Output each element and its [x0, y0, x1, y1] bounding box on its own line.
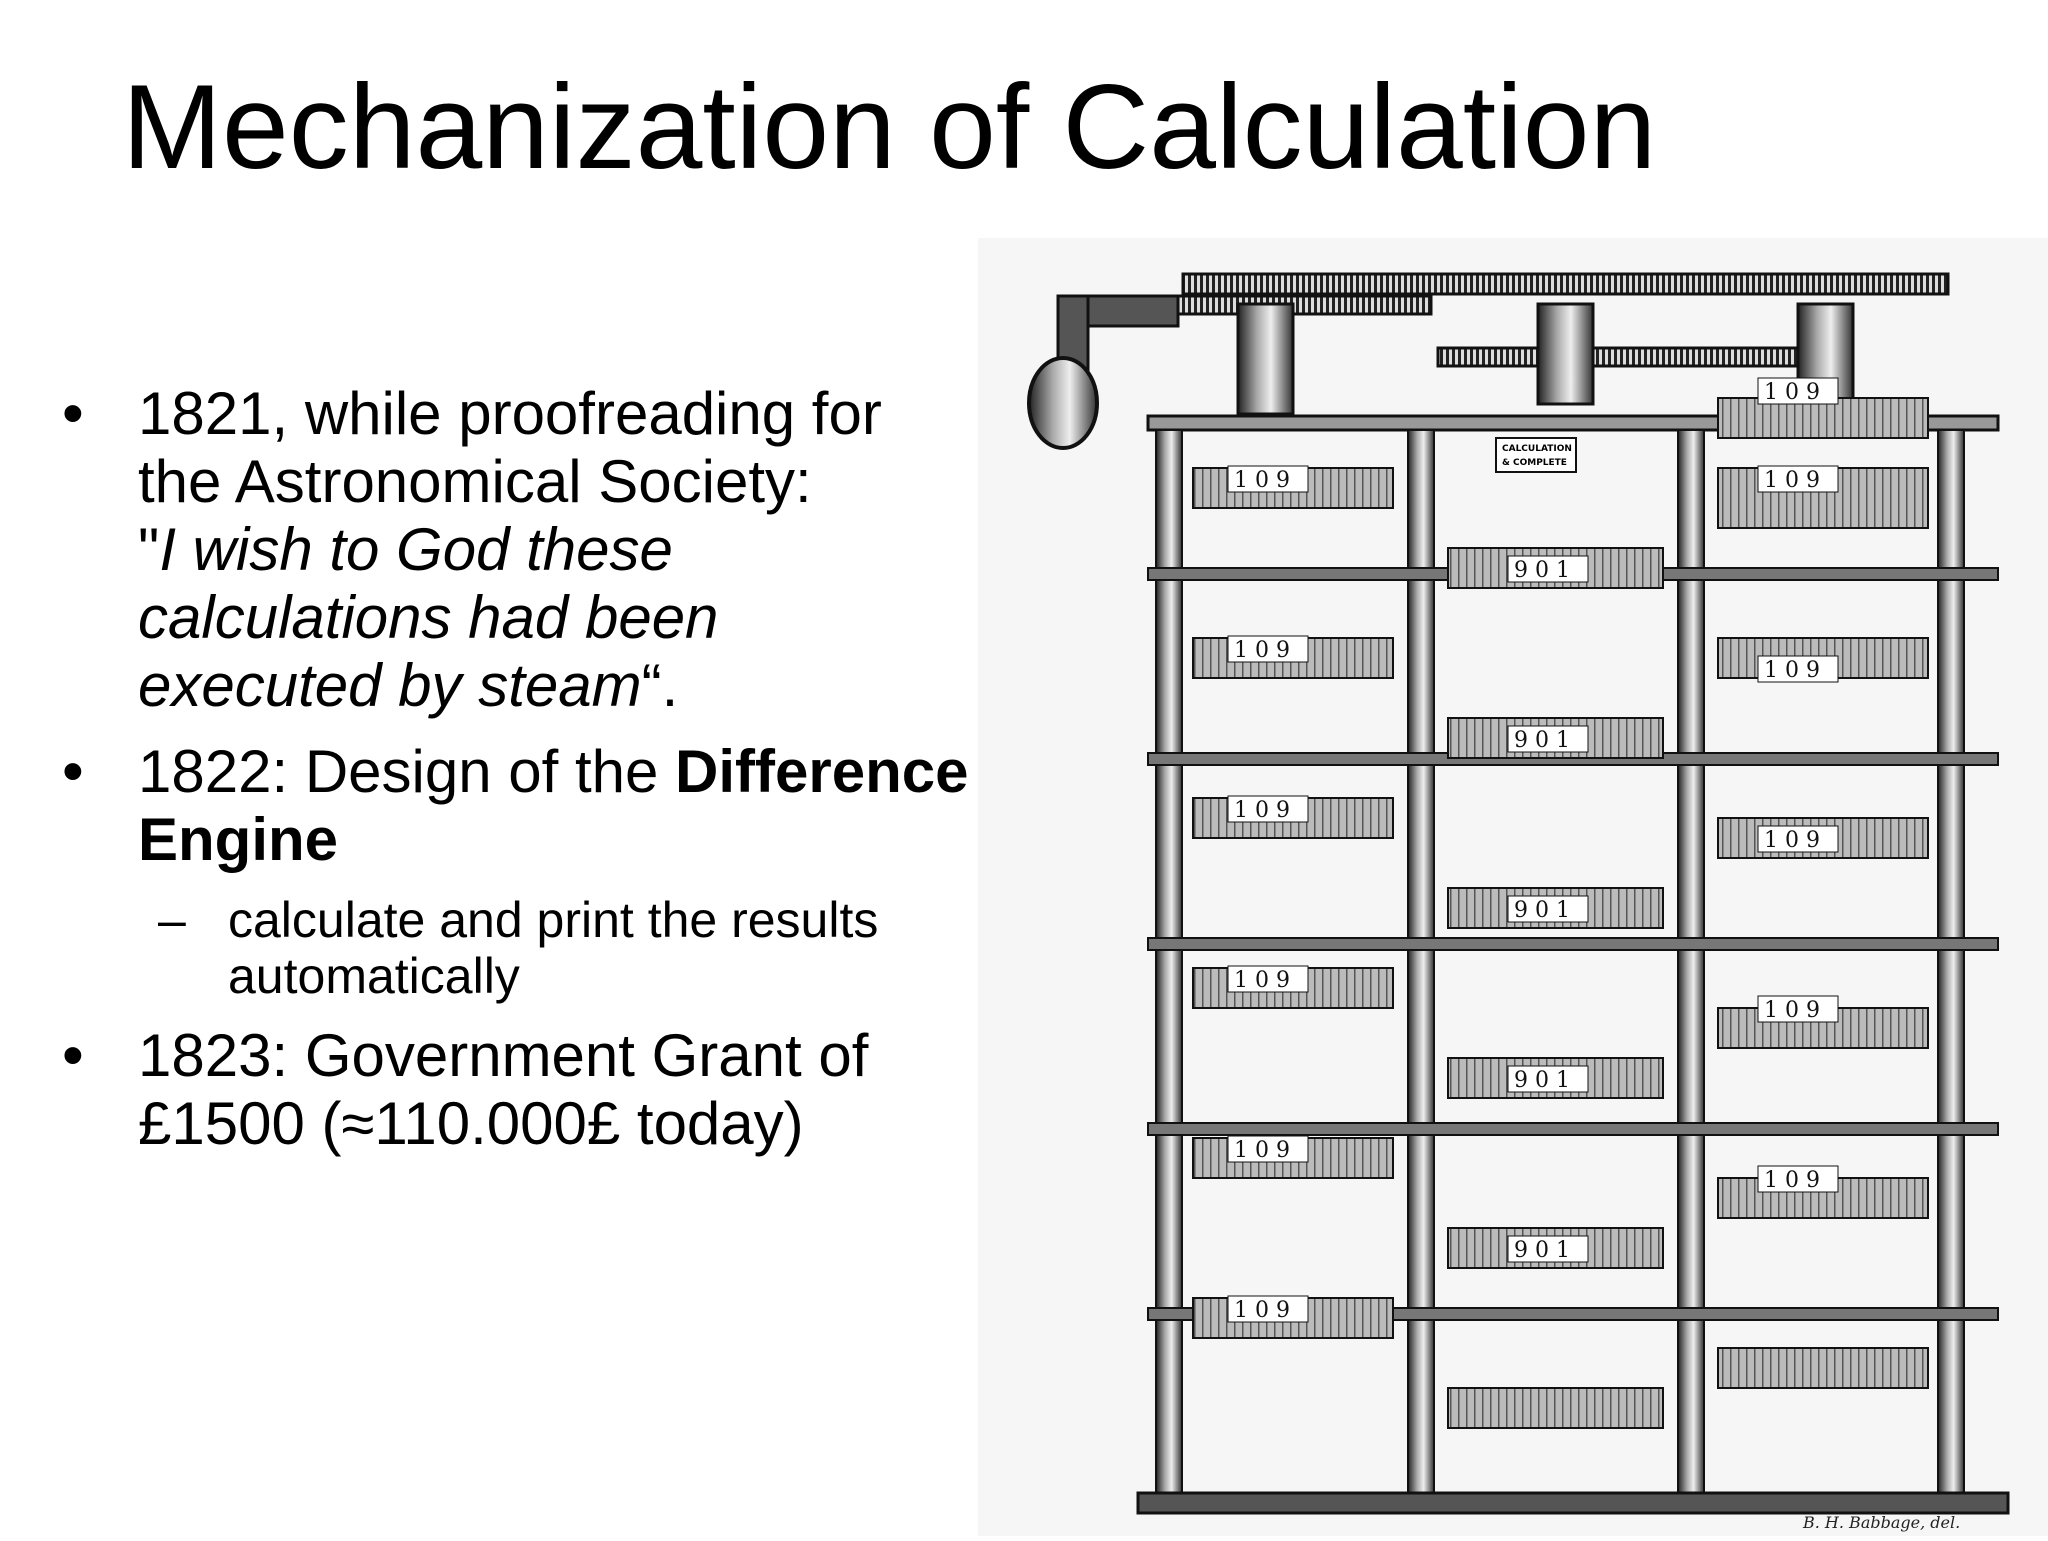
bullet-marker: •	[62, 737, 84, 806]
dial-readout: 1 0 9	[1234, 798, 1290, 823]
dial-readout: 9 0 1	[1514, 558, 1570, 583]
bullet-marker: •	[62, 1021, 84, 1090]
dial-readout: 1 0 9	[1764, 380, 1820, 405]
dial-readout: 1 0 9	[1764, 658, 1820, 683]
quote-open: "	[138, 516, 160, 583]
bullet-3-line-2: £1500 (≈110.000£ today)	[138, 1090, 804, 1157]
crank-handle	[1029, 358, 1097, 448]
difference-engine-illustration	[978, 238, 2048, 1536]
sub-bullet-line-1: calculate and print the results	[228, 892, 879, 948]
dial-readout: 1 0 9	[1234, 1298, 1290, 1323]
bullet-1-line-5	[138, 652, 678, 720]
quote-text: I wish to God these	[159, 516, 673, 583]
plate-label-2: & COMPLETE	[1502, 458, 1567, 468]
figure-wheels-right	[1718, 398, 1928, 1388]
top-gear	[1183, 274, 1948, 294]
bullet-marker: •	[62, 379, 84, 448]
bullet-1-line-4: calculations had been	[138, 584, 719, 651]
quote-close: “.	[641, 652, 679, 719]
dial-readout: 9 0 1	[1514, 728, 1570, 753]
dial-readout: 9 0 1	[1514, 1068, 1570, 1093]
figure-wheels-middle	[1448, 548, 1663, 1428]
engraving-credit: B. H. Babbage, del.	[1803, 1513, 1961, 1532]
dial-readout: 1 0 9	[1764, 998, 1820, 1023]
dial-readout: 1 0 9	[1764, 1168, 1820, 1193]
sub-bullet-line-2: automatically	[228, 948, 520, 1004]
difference-engine-engraving	[978, 238, 2048, 1536]
dial-readout: 1 0 9	[1764, 828, 1820, 853]
bullet-2-bold: Difference	[675, 738, 969, 805]
dial-readout: 9 0 1	[1514, 1238, 1570, 1263]
dial-readout: 1 0 9	[1234, 1138, 1290, 1163]
dial-readout: 9 0 1	[1514, 898, 1570, 923]
dial-readout: 1 0 9	[1234, 468, 1290, 493]
dial-readout: 1 0 9	[1764, 468, 1820, 493]
bullet-2-plain: 1822: Design of the	[138, 738, 676, 805]
page-title: Mechanization of Calculation	[122, 60, 1657, 194]
dial-readout: 1 0 9	[1234, 638, 1290, 663]
plate-label-1: CALCULATION	[1502, 444, 1572, 454]
bullet-2-line-1	[138, 738, 968, 806]
quote-text: executed by steam	[138, 652, 642, 719]
bullet-2-line-2: Engine	[138, 806, 339, 873]
dial-readout: 1 0 9	[1234, 968, 1290, 993]
bullet-1-line-1: 1821, while proofreading for	[138, 380, 882, 447]
bullet-3-line-1: 1823: Government Grant of	[138, 1022, 869, 1089]
bullet-1-line-2: the Astronomical Society:	[138, 448, 812, 515]
figure-wheels-left	[1193, 468, 1393, 1338]
bullet-1-line-3	[138, 516, 673, 584]
sub-bullet-marker: –	[158, 892, 186, 948]
